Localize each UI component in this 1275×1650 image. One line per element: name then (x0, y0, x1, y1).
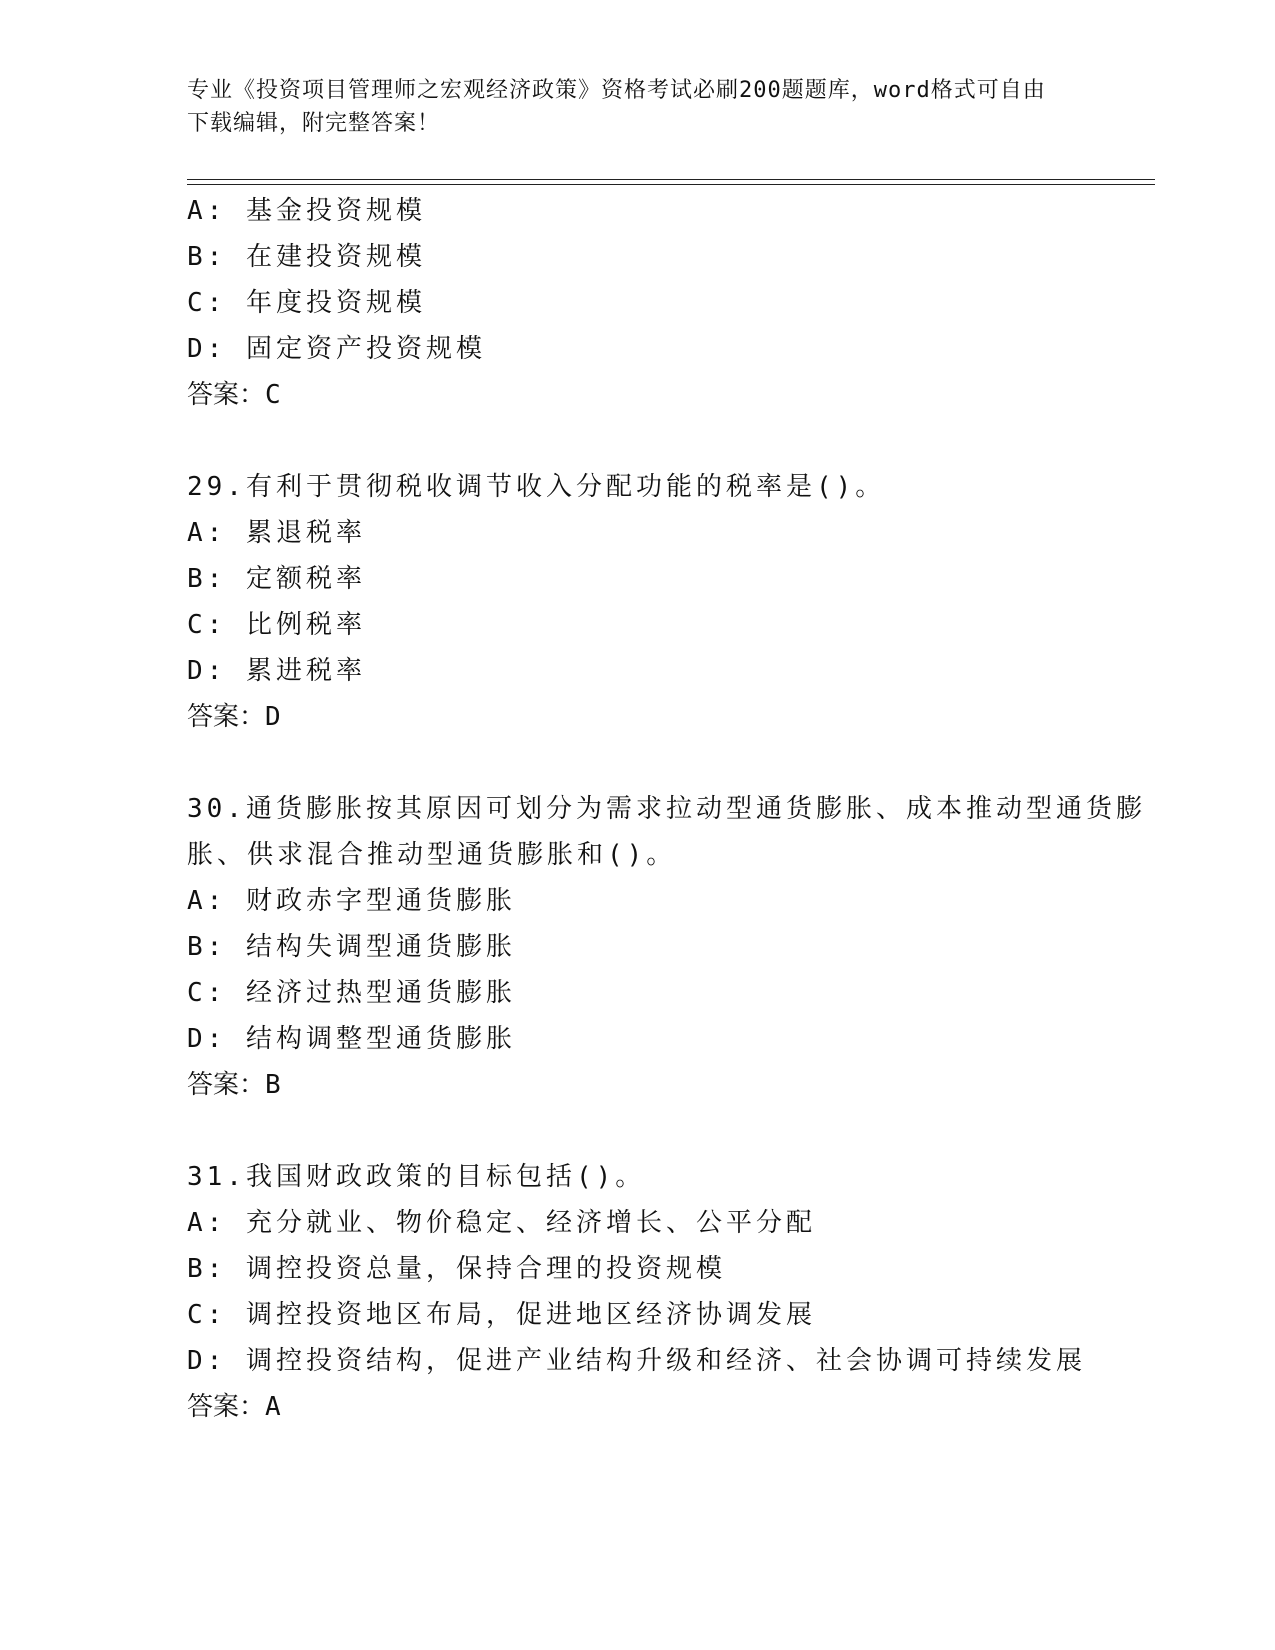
question-block-31 (187, 1154, 1147, 1430)
option-b: B: 调控投资总量，保持合理的投资规模 (187, 1254, 726, 1284)
question-block-28 (187, 188, 1147, 418)
question-block-29 (187, 464, 1147, 740)
option-c: C: 调控投资地区布局，促进地区经济协调发展 (187, 1300, 816, 1330)
option-a: A: 财政赤字型通货膨胀 (187, 886, 516, 916)
option-a: A: 基金投资规模 (187, 196, 426, 226)
question-text: 30.通货膨胀按其原因可划分为需求拉动型通货膨胀、成本推动型通货膨胀、供求混合推动型通货膨胀和()。 (187, 794, 1146, 870)
document-header (187, 74, 1067, 140)
question-text: 31.我国财政政策的目标包括()。 (187, 1162, 646, 1192)
option-d: D: 累进税率 (187, 656, 366, 686)
option-b: B: 在建投资规模 (187, 242, 426, 272)
option-c: C: 年度投资规模 (187, 288, 426, 318)
header-divider-top (187, 179, 1155, 180)
header-divider-bottom (187, 184, 1155, 185)
question-list (187, 188, 1147, 1430)
option-d: D: 调控投资结构，促进产业结构升级和经济、社会协调可持续发展 (187, 1346, 1086, 1376)
option-d: D: 结构调整型通货膨胀 (187, 1024, 516, 1054)
spacer (187, 740, 1147, 786)
answer-line: 答案：B (187, 1070, 281, 1100)
answer-line: 答案：D (187, 702, 281, 732)
option-d: D: 固定资产投资规模 (187, 334, 486, 364)
option-b: B: 结构失调型通货膨胀 (187, 932, 516, 962)
question-text: 29.有利于贯彻税收调节收入分配功能的税率是()。 (187, 472, 886, 502)
option-a: A: 累退税率 (187, 518, 366, 548)
question-block-30 (187, 786, 1147, 1108)
option-a: A: 充分就业、物价稳定、经济增长、公平分配 (187, 1208, 816, 1238)
answer-line: 答案：C (187, 380, 281, 410)
spacer (187, 1108, 1147, 1154)
spacer (187, 418, 1147, 464)
answer-line: 答案：A (187, 1392, 281, 1422)
option-c: C: 经济过热型通货膨胀 (187, 978, 516, 1008)
option-c: C: 比例税率 (187, 610, 366, 640)
header-intro-text: 专业《投资项目管理师之宏观经济政策》资格考试必刷200题题库，word格式可自由下载编辑，附完整答案！ (187, 78, 1046, 136)
option-b: B: 定额税率 (187, 564, 366, 594)
